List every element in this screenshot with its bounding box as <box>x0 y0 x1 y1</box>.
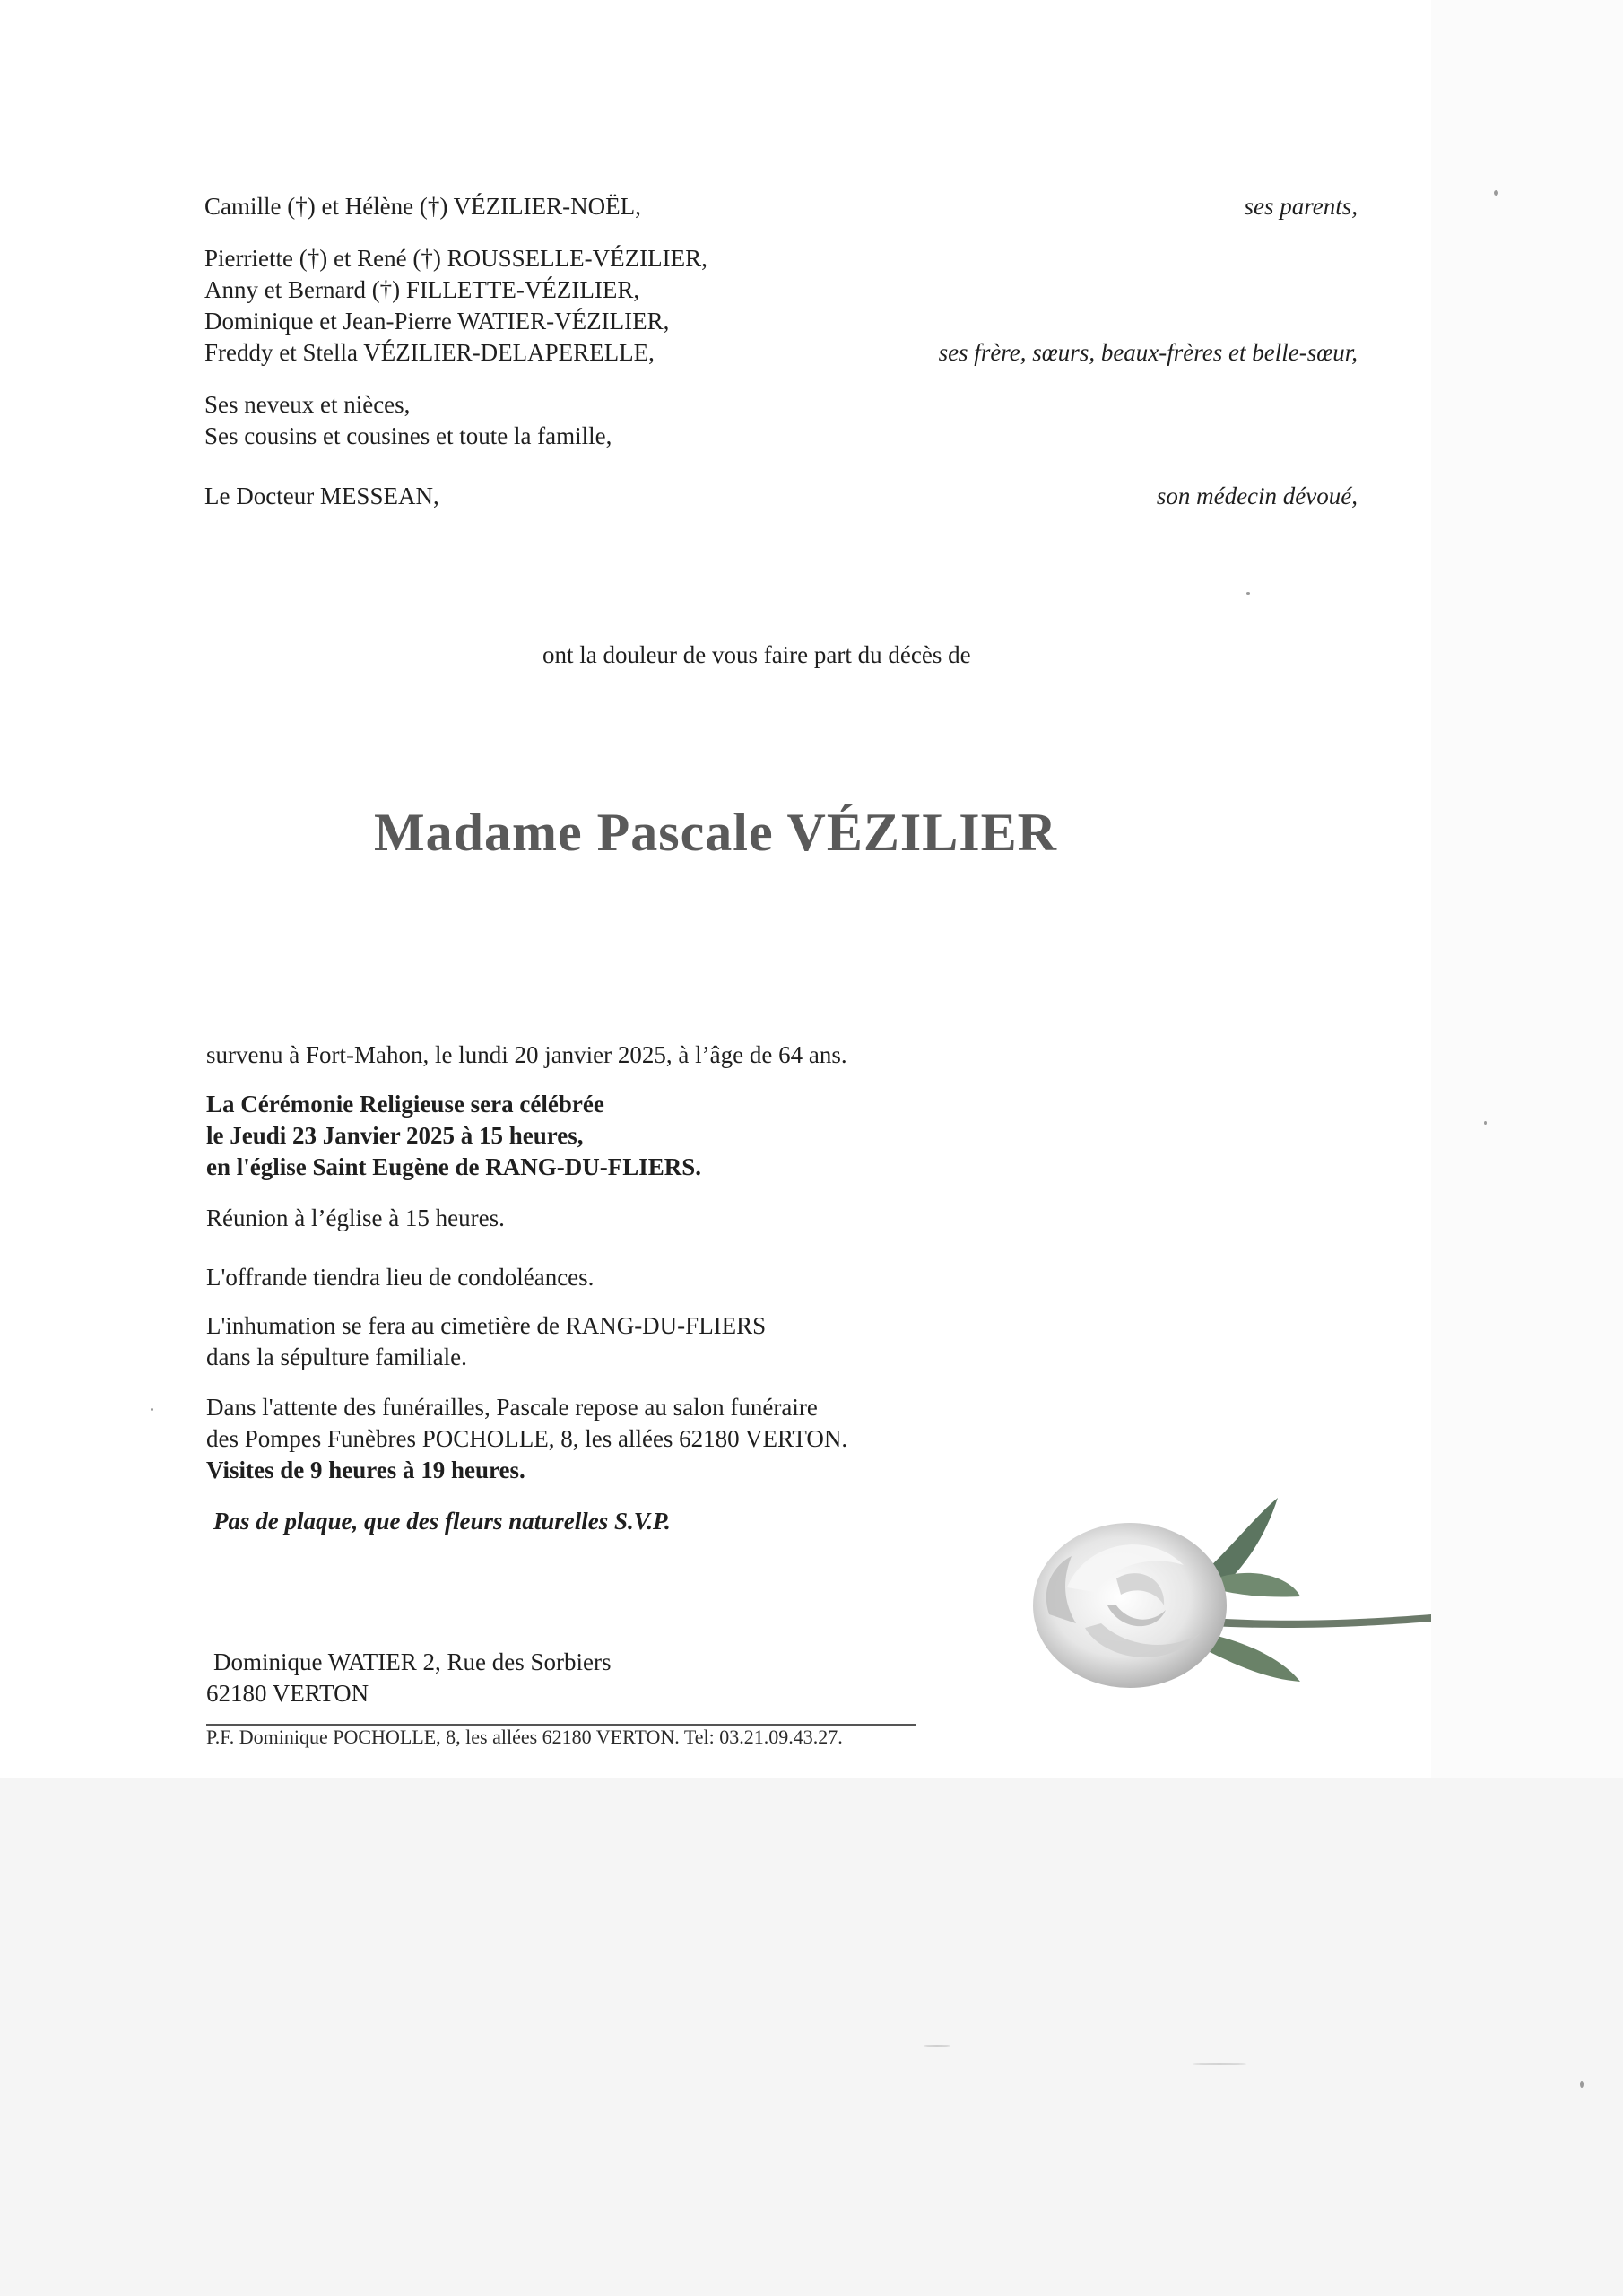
white-rose-icon <box>1031 1480 1435 1713</box>
visits-text: Visites de 9 heures à 19 heures. <box>206 1457 525 1483</box>
death-info: survenu à Fort-Mahon, le lundi 20 janvier 2025, à l’âge de 64 ans. <box>206 1041 847 1068</box>
scan-margin-bottom <box>0 1778 1623 2296</box>
scan-speck <box>1494 190 1498 196</box>
family-parents-name: Camille (†) et Hélène (†) VÉZILIER-NOËL, <box>204 193 641 220</box>
offering-text: L'offrande tiendra lieu de condoléances. <box>206 1264 595 1291</box>
ceremony-line-1: La Cérémonie Religieuse sera célébrée <box>206 1091 604 1118</box>
family-parents-relation: ses parents, <box>1244 193 1358 220</box>
scan-speck <box>1246 592 1250 595</box>
family-cousins: Ses cousins et cousines et toute la famille, <box>204 422 612 449</box>
deceased-name: Madame Pascale VÉZILIER <box>374 803 1057 862</box>
burial-line-2: dans la sépulture familiale. <box>206 1344 467 1370</box>
funeral-home-footer: P.F. Dominique POCHOLLE, 8, les allées 62180 VERTON. Tel: 03.21.09.43.27. <box>206 1726 843 1748</box>
family-doctor: Le Docteur MESSEAN, <box>204 483 439 509</box>
family-siblings-relation: ses frère, sœurs, beaux-frères et belle-sœur, <box>938 339 1358 366</box>
repose-line-2: des Pompes Funèbres POCHOLLE, 8, les allées 62180 VERTON. <box>206 1425 848 1452</box>
scan-speck <box>151 1408 153 1411</box>
scan-margin-right <box>1431 0 1623 1778</box>
announcement-text: ont la douleur de vous faire part du décès de <box>542 641 971 668</box>
family-sibling-2: Anny et Bernard (†) FILLETTE-VÉZILIER, <box>204 276 640 303</box>
scan-speck <box>1193 2063 1246 2065</box>
ceremony-line-3: en l'église Saint Eugène de RANG-DU-FLIERS. <box>206 1153 702 1180</box>
flowers-note: Pas de plaque, que des fleurs naturelles S.V.P. <box>213 1508 671 1535</box>
family-sibling-4: Freddy et Stella VÉZILIER-DELAPERELLE, <box>204 339 655 366</box>
repose-line-1: Dans l'attente des funérailles, Pascale repose au salon funéraire <box>206 1394 818 1421</box>
scan-speck <box>1484 1121 1487 1125</box>
family-sibling-3: Dominique et Jean-Pierre WATIER-VÉZILIER, <box>204 308 670 335</box>
address-line-2: 62180 VERTON <box>206 1680 369 1707</box>
reunion-text: Réunion à l’église à 15 heures. <box>206 1205 505 1231</box>
burial-line-1: L'inhumation se fera au cimetière de RANG-DU-FLIERS <box>206 1312 767 1339</box>
scan-speck <box>1580 2081 1584 2088</box>
family-sibling-1: Pierriette (†) et René (†) ROUSSELLE-VÉZILIER, <box>204 245 707 272</box>
family-nephews: Ses neveux et nièces, <box>204 391 411 418</box>
scan-speck <box>924 2045 950 2047</box>
family-doctor-relation: son médecin dévoué, <box>1156 483 1358 509</box>
address-line-1: Dominique WATIER 2, Rue des Sorbiers <box>213 1648 612 1675</box>
ceremony-line-2: le Jeudi 23 Janvier 2025 à 15 heures, <box>206 1122 584 1149</box>
